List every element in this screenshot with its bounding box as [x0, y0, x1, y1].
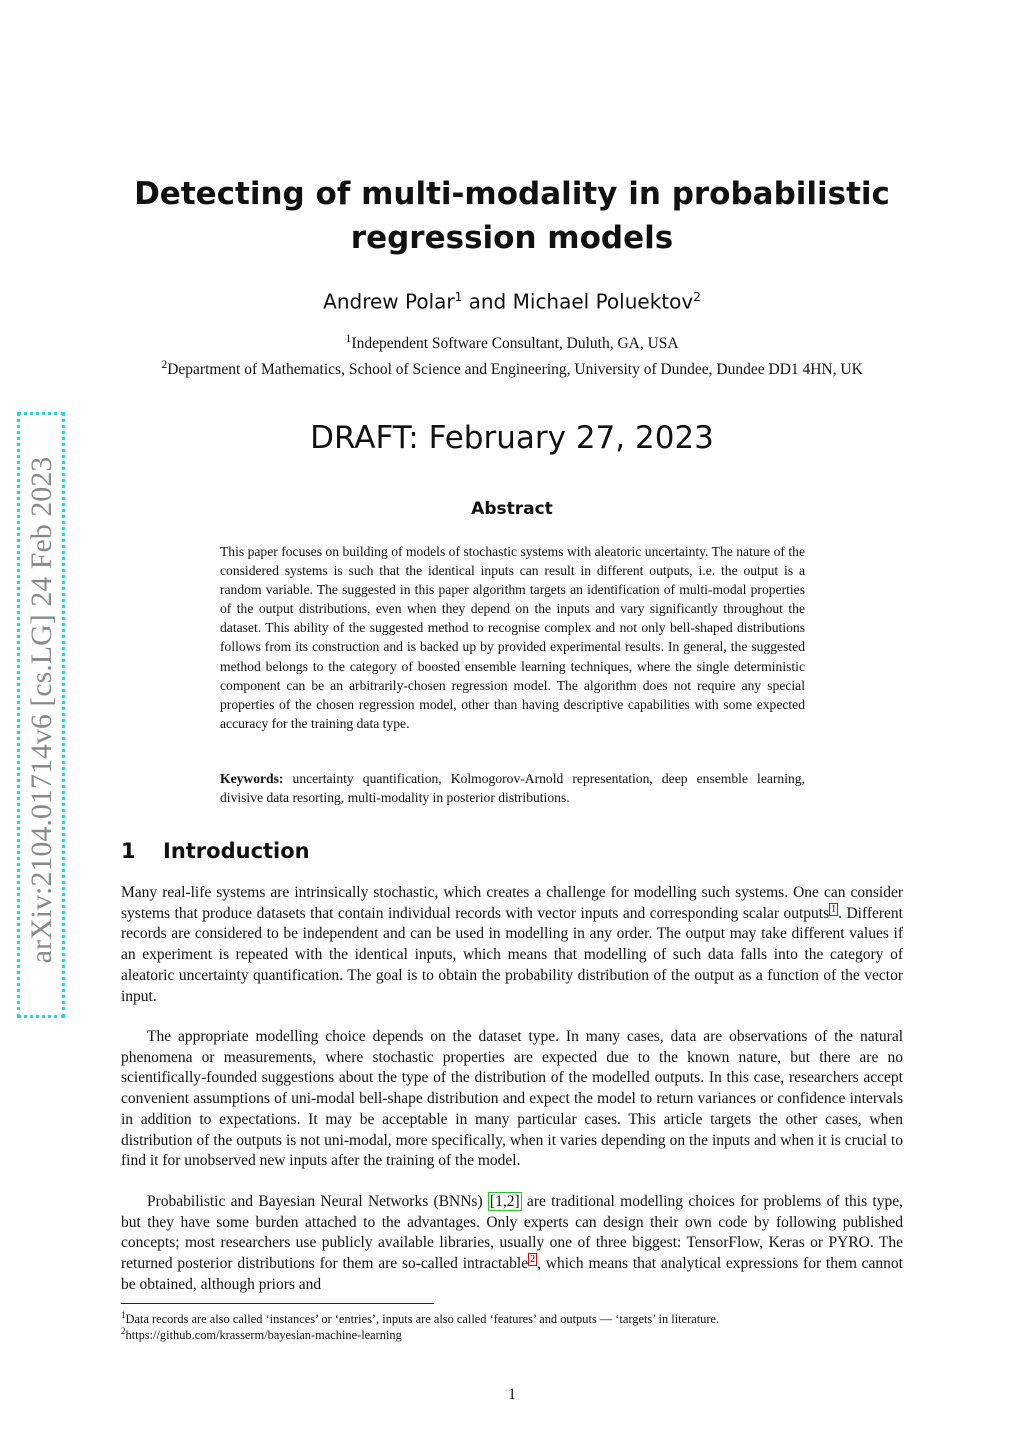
footnote-2: [121, 1323, 911, 1343]
footnote-divider: [121, 1303, 434, 1304]
affiliation-1-text: Independent Software Consultant, Duluth, GA, USA: [351, 335, 679, 353]
paragraph-3-text-b: are traditional modelling choices for problems of this type, but they have some burden attached to the advantages. Only experts can design their own code by following published concepts; most researchers use publicly available libraries, usually one of three biggest: TensorFlow, Keras or PYRO. The returned posterior distributions for them are so-called intractable: [121, 1193, 903, 1273]
footnote-2-mark: 2: [121, 1326, 126, 1336]
draft-date: DRAFT: February 27, 2023: [310, 420, 714, 456]
affiliation-2-mark: 2: [161, 357, 168, 372]
affiliations: [120, 328, 904, 380]
affiliation-1-mark: 1: [345, 331, 352, 345]
title-line-2: regression models: [350, 220, 674, 256]
keywords-label: Keywords:: [220, 771, 284, 786]
footnote-1-link[interactable]: 1: [831, 903, 837, 915]
authors: [120, 282, 904, 317]
footnote-1-text: Data records are also called ‘instances’ or ‘entries’, inputs are also called ‘features’ and outputs — ‘targets’ in literature.: [125, 1312, 720, 1327]
section-title: Introduction: [163, 839, 310, 863]
paragraph-3-text-a: Probabilistic and Bayesian Neural Networks (BNNs): [147, 1193, 488, 1210]
affiliation-1: [120, 328, 904, 354]
author-1-affiliation-mark: 1: [454, 290, 463, 304]
paper-title: [120, 172, 904, 260]
paragraph-2: The appropriate modelling choice depends on the dataset type. In many cases, data are observations of the natural phenomena or measurements, where stochastic properties are expected due to the known nature, but there are no scientifically-founded suggestions about the type of the distribution of the modelled outputs. In this case, researchers accept convenient assumptions of uni-modal bell-shape distribution and expect the model to return variances or confidence intervals in addition to expectations. It may be acceptable in many particular cases. This article targets the other cases, when distribution of the outputs is not uni-modal, more specifically, when it varies depending on the inputs and when it is crucial to find it for unobserved new inputs after the training of the model.: [121, 1028, 903, 1170]
arxiv-identifier[interactable]: arXiv:2104.01714v6 [cs.LG] 24 Feb 2023: [25, 456, 58, 964]
paragraph-3: [121, 1192, 903, 1296]
paragraph-3-text-c: , which means that analytical expressions for them cannot be obtained, although priors and: [121, 1255, 903, 1293]
footnote-2-link[interactable]: 2: [530, 1253, 536, 1265]
paragraph-1-text-a: Many real-life systems are intrinsically stochastic, which creates a challenge for modelling such systems. One can consider systems that produce datasets that contain individual records with vector inputs and corresponding scalar outputs: [121, 884, 903, 922]
section-heading: [121, 836, 621, 866]
affiliation-2: [120, 354, 904, 380]
affiliation-2-text: Department of Mathematics, School of Science and Engineering, University of Dundee, Dundee DD1 4HN, UK: [167, 361, 863, 379]
footnote-1-mark: 1: [121, 1310, 126, 1320]
author-conjunction: and: [468, 289, 507, 314]
page-number: 1: [508, 1386, 516, 1403]
author-2: Michael Poluektov: [512, 289, 694, 314]
title-line-1: Detecting of multi-modality in probabilistic: [134, 176, 890, 212]
keywords: [220, 769, 805, 807]
section-number: 1: [121, 839, 136, 863]
keywords-text: uncertainty quantification, Kolmogorov-Arnold representation, deep ensemble learning, divisive data resorting, multi-modality in posterior distributions.: [220, 771, 805, 806]
author-1: Andrew Polar: [323, 289, 455, 314]
author-2-affiliation-mark: 2: [693, 290, 701, 304]
paragraph-1: [121, 883, 903, 1007]
abstract-heading: Abstract: [471, 499, 553, 519]
footnote-2-url[interactable]: https://github.com/krasserm/bayesian-machine-learning: [125, 1328, 402, 1343]
citation-link[interactable]: [1,2]: [489, 1193, 520, 1210]
abstract-text: This paper focuses on building of models of stochastic systems with aleatoric uncertainty. The nature of the considered systems is such that the identical inputs can result in different outputs, i.e. the output is a random variable. The suggested in this paper algorithm targets an identification of multi-modal properties of the output distributions, even when they depend on the inputs and vary significantly throughout the dataset. This ability of the suggested method to recognise complex and not only bell-shaped distributions follows from its construction and is backed up by provided experimental results. In general, the suggested method belongs to the category of boosted ensemble learning techniques, where the single deterministic component can be an arbitrarily-chosen regression model. The algorithm does not require any special properties of the chosen regression model, other than having descriptive capabilities with some expected accuracy for the training data type.: [220, 544, 805, 731]
paragraph-1-text-b: . Different records are considered to be independent and can be used in modelling in any order. The output may take different values if an experiment is repeated with the identical inputs, which means that modelling of such data falls into the category of aleatoric uncertainty quantification. The goal is to obtain the probability distribution of the output as a function of the vector input.: [121, 904, 903, 1005]
